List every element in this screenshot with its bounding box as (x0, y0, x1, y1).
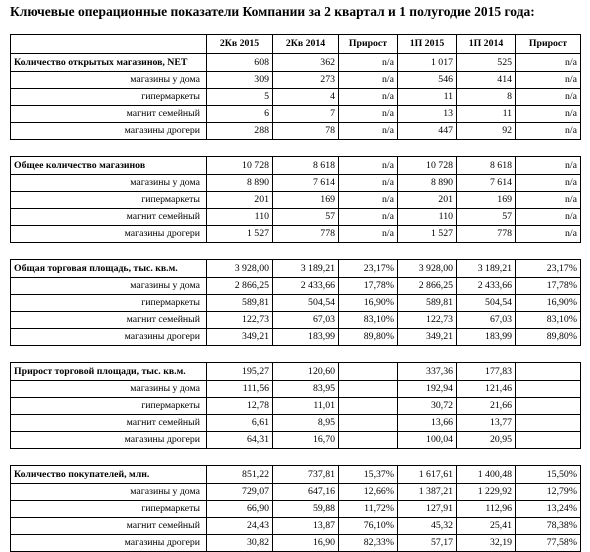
value-cell: 1 617,61 (398, 466, 457, 484)
column-header: 1П 2014 (457, 35, 516, 54)
value-cell: n/a (516, 72, 581, 89)
value-cell: 6,61 (207, 415, 273, 432)
section-spacer (11, 140, 581, 157)
value-cell: 12,79% (516, 484, 581, 501)
table-row (11, 484, 581, 501)
spacer-cell (11, 243, 581, 260)
value-cell: n/a (339, 175, 398, 192)
section-total-row (11, 363, 581, 381)
table-row (11, 123, 581, 140)
value-cell: 127,91 (398, 501, 457, 518)
table-row (11, 72, 581, 89)
value-cell: 337,36 (398, 363, 457, 381)
value-cell: 122,73 (207, 312, 273, 329)
value-cell: 23,17% (516, 260, 581, 278)
value-cell: 59,88 (273, 501, 339, 518)
value-cell: 362 (273, 54, 339, 72)
value-cell (516, 363, 581, 381)
value-cell: 1 527 (207, 226, 273, 243)
value-cell: 24,43 (207, 518, 273, 535)
value-cell: n/a (339, 157, 398, 175)
value-cell (339, 381, 398, 398)
value-cell: n/a (339, 209, 398, 226)
table-row (11, 175, 581, 192)
section-label: Количество покупателей, млн. (11, 466, 207, 484)
value-cell: 1 387,21 (398, 484, 457, 501)
value-cell: 273 (273, 72, 339, 89)
table-row (11, 295, 581, 312)
table-row (11, 106, 581, 123)
value-cell: 4 (273, 89, 339, 106)
column-header: Прирост (516, 35, 581, 54)
value-cell: 8 890 (207, 175, 273, 192)
column-header: Прирост (339, 35, 398, 54)
section-label: Общая торговая площадь, тыс. кв.м. (11, 260, 207, 278)
value-cell: 3 928,00 (207, 260, 273, 278)
value-cell: n/a (516, 157, 581, 175)
row-label: магнит семейный (11, 106, 207, 123)
value-cell: 778 (457, 226, 516, 243)
section-total-row (11, 157, 581, 175)
value-cell: 30,72 (398, 398, 457, 415)
value-cell: 13,77 (457, 415, 516, 432)
value-cell: 3 189,21 (273, 260, 339, 278)
value-cell: 8 890 (398, 175, 457, 192)
row-label: магазины у дома (11, 381, 207, 398)
table-header-row (11, 35, 581, 54)
value-cell: 309 (207, 72, 273, 89)
row-label: магазины дрогери (11, 535, 207, 552)
value-cell: 110 (398, 209, 457, 226)
value-cell: 82,33% (339, 535, 398, 552)
spacer-cell (11, 140, 581, 157)
value-cell: 16,70 (273, 432, 339, 449)
value-cell: 504,54 (273, 295, 339, 312)
value-cell: 32,19 (457, 535, 516, 552)
value-cell: 23,17% (339, 260, 398, 278)
value-cell: 110 (207, 209, 273, 226)
value-cell: 3 189,21 (457, 260, 516, 278)
value-cell: 608 (207, 54, 273, 72)
value-cell (516, 398, 581, 415)
value-cell: 20,95 (457, 432, 516, 449)
value-cell: n/a (516, 175, 581, 192)
section-total-row (11, 466, 581, 484)
value-cell: 589,81 (398, 295, 457, 312)
table-row (11, 226, 581, 243)
value-cell: n/a (339, 72, 398, 89)
value-cell: 414 (457, 72, 516, 89)
value-cell: 13,87 (273, 518, 339, 535)
table-row (11, 518, 581, 535)
row-label: гипермаркеты (11, 501, 207, 518)
row-label: магазины у дома (11, 72, 207, 89)
row-label: гипермаркеты (11, 398, 207, 415)
page-title: Ключевые операционные показатели Компании за 2 квартал и 1 полугодие 2015 года: (10, 4, 535, 19)
value-cell: 183,99 (273, 329, 339, 346)
value-cell: n/a (516, 226, 581, 243)
value-cell: 89,80% (339, 329, 398, 346)
value-cell: 57 (457, 209, 516, 226)
value-cell: 169 (273, 192, 339, 209)
value-cell: n/a (339, 89, 398, 106)
value-cell: 2 866,25 (207, 278, 273, 295)
value-cell: 17,78% (339, 278, 398, 295)
value-cell: 778 (273, 226, 339, 243)
value-cell (339, 398, 398, 415)
value-cell: n/a (516, 192, 581, 209)
value-cell: 122,73 (398, 312, 457, 329)
table-row (11, 432, 581, 449)
value-cell: 546 (398, 72, 457, 89)
section-spacer (11, 346, 581, 363)
value-cell: 8 (457, 89, 516, 106)
spacer-cell (11, 346, 581, 363)
table-row (11, 329, 581, 346)
table-row (11, 192, 581, 209)
value-cell: n/a (516, 54, 581, 72)
value-cell: n/a (516, 209, 581, 226)
section-total-row (11, 54, 581, 72)
value-cell: 2 866,25 (398, 278, 457, 295)
value-cell: 2 433,66 (457, 278, 516, 295)
column-header: 2Кв 2015 (207, 35, 273, 54)
value-cell (339, 432, 398, 449)
value-cell: 10 728 (207, 157, 273, 175)
value-cell: 121,46 (457, 381, 516, 398)
value-cell: 647,16 (273, 484, 339, 501)
section-total-row (11, 260, 581, 278)
column-header (11, 35, 207, 54)
value-cell: n/a (339, 192, 398, 209)
value-cell: 57,17 (398, 535, 457, 552)
value-cell (516, 432, 581, 449)
value-cell: 201 (398, 192, 457, 209)
value-cell: 89,80% (516, 329, 581, 346)
value-cell: 169 (457, 192, 516, 209)
value-cell: n/a (516, 123, 581, 140)
value-cell: 12,78 (207, 398, 273, 415)
value-cell: 77,58% (516, 535, 581, 552)
value-cell: 504,54 (457, 295, 516, 312)
value-cell: 15,50% (516, 466, 581, 484)
value-cell: n/a (339, 123, 398, 140)
value-cell: 12,66% (339, 484, 398, 501)
column-header: 2Кв 2014 (273, 35, 339, 54)
value-cell (339, 415, 398, 432)
value-cell: 1 229,92 (457, 484, 516, 501)
value-cell: 16,90 (273, 535, 339, 552)
value-cell: 5 (207, 89, 273, 106)
value-cell: 11,01 (273, 398, 339, 415)
section-label: Прирост торговой площади, тыс. кв.м. (11, 363, 207, 381)
value-cell: 64,31 (207, 432, 273, 449)
row-label: магнит семейный (11, 209, 207, 226)
value-cell: 8,95 (273, 415, 339, 432)
value-cell: 11,72% (339, 501, 398, 518)
table-body (11, 54, 581, 552)
value-cell: 21,66 (457, 398, 516, 415)
value-cell: 8 618 (457, 157, 516, 175)
value-cell: 7 614 (273, 175, 339, 192)
value-cell: 851,22 (207, 466, 273, 484)
table-row (11, 89, 581, 106)
value-cell: 7 614 (457, 175, 516, 192)
value-cell: 737,81 (273, 466, 339, 484)
section-spacer (11, 243, 581, 260)
row-label: магнит семейный (11, 312, 207, 329)
value-cell: 111,56 (207, 381, 273, 398)
value-cell: 25,41 (457, 518, 516, 535)
value-cell: 45,32 (398, 518, 457, 535)
value-cell: n/a (516, 106, 581, 123)
value-cell: n/a (339, 54, 398, 72)
value-cell: 57 (273, 209, 339, 226)
value-cell: 7 (273, 106, 339, 123)
row-label: магнит семейный (11, 518, 207, 535)
value-cell: 100,04 (398, 432, 457, 449)
row-label: магазины дрогери (11, 329, 207, 346)
value-cell: 13,66 (398, 415, 457, 432)
value-cell: 8 618 (273, 157, 339, 175)
value-cell: 78,38% (516, 518, 581, 535)
value-cell: 83,10% (339, 312, 398, 329)
value-cell: 15,37% (339, 466, 398, 484)
value-cell: n/a (339, 106, 398, 123)
value-cell: 1 017 (398, 54, 457, 72)
value-cell: n/a (516, 89, 581, 106)
table-row (11, 415, 581, 432)
value-cell: 78 (273, 123, 339, 140)
value-cell: 1 527 (398, 226, 457, 243)
row-label: магазины у дома (11, 278, 207, 295)
value-cell: 349,21 (398, 329, 457, 346)
row-label: магазины дрогери (11, 226, 207, 243)
value-cell: 2 433,66 (273, 278, 339, 295)
row-label: гипермаркеты (11, 295, 207, 312)
value-cell: 1 400,48 (457, 466, 516, 484)
value-cell: 16,90% (339, 295, 398, 312)
spacer-cell (11, 449, 581, 466)
value-cell: 192,94 (398, 381, 457, 398)
value-cell: 729,07 (207, 484, 273, 501)
row-label: магазины дрогери (11, 432, 207, 449)
section-label: Общее количество магазинов (11, 157, 207, 175)
value-cell: 112,96 (457, 501, 516, 518)
row-label: магазины дрогери (11, 123, 207, 140)
row-label: гипермаркеты (11, 89, 207, 106)
value-cell: 11 (398, 89, 457, 106)
section-spacer (11, 449, 581, 466)
row-label: гипермаркеты (11, 192, 207, 209)
table-row (11, 501, 581, 518)
value-cell: 13,24% (516, 501, 581, 518)
value-cell: 195,27 (207, 363, 273, 381)
value-cell: 183,99 (457, 329, 516, 346)
operating-indicators-table (10, 34, 581, 552)
table-row (11, 312, 581, 329)
value-cell: 3 928,00 (398, 260, 457, 278)
value-cell: 66,90 (207, 501, 273, 518)
value-cell: 16,90% (516, 295, 581, 312)
row-label: магазины у дома (11, 175, 207, 192)
value-cell: 447 (398, 123, 457, 140)
value-cell: 13 (398, 106, 457, 123)
value-cell: 525 (457, 54, 516, 72)
table-row (11, 209, 581, 226)
value-cell: 11 (457, 106, 516, 123)
section-label: Количество открытых магазинов, NET (11, 54, 207, 72)
value-cell: 83,10% (516, 312, 581, 329)
value-cell: 30,82 (207, 535, 273, 552)
row-label: магнит семейный (11, 415, 207, 432)
value-cell: 6 (207, 106, 273, 123)
value-cell: 201 (207, 192, 273, 209)
value-cell: 76,10% (339, 518, 398, 535)
value-cell (516, 381, 581, 398)
value-cell: 10 728 (398, 157, 457, 175)
value-cell: 288 (207, 123, 273, 140)
value-cell: n/a (339, 226, 398, 243)
value-cell: 177,83 (457, 363, 516, 381)
row-label: магазины у дома (11, 484, 207, 501)
value-cell: 92 (457, 123, 516, 140)
value-cell: 120,60 (273, 363, 339, 381)
column-header: 1П 2015 (398, 35, 457, 54)
table-row (11, 381, 581, 398)
value-cell: 17,78% (516, 278, 581, 295)
table-row (11, 398, 581, 415)
value-cell (516, 415, 581, 432)
value-cell: 67,03 (273, 312, 339, 329)
value-cell: 349,21 (207, 329, 273, 346)
table-row (11, 278, 581, 295)
value-cell (339, 363, 398, 381)
value-cell: 589,81 (207, 295, 273, 312)
value-cell: 83,95 (273, 381, 339, 398)
value-cell: 67,03 (457, 312, 516, 329)
